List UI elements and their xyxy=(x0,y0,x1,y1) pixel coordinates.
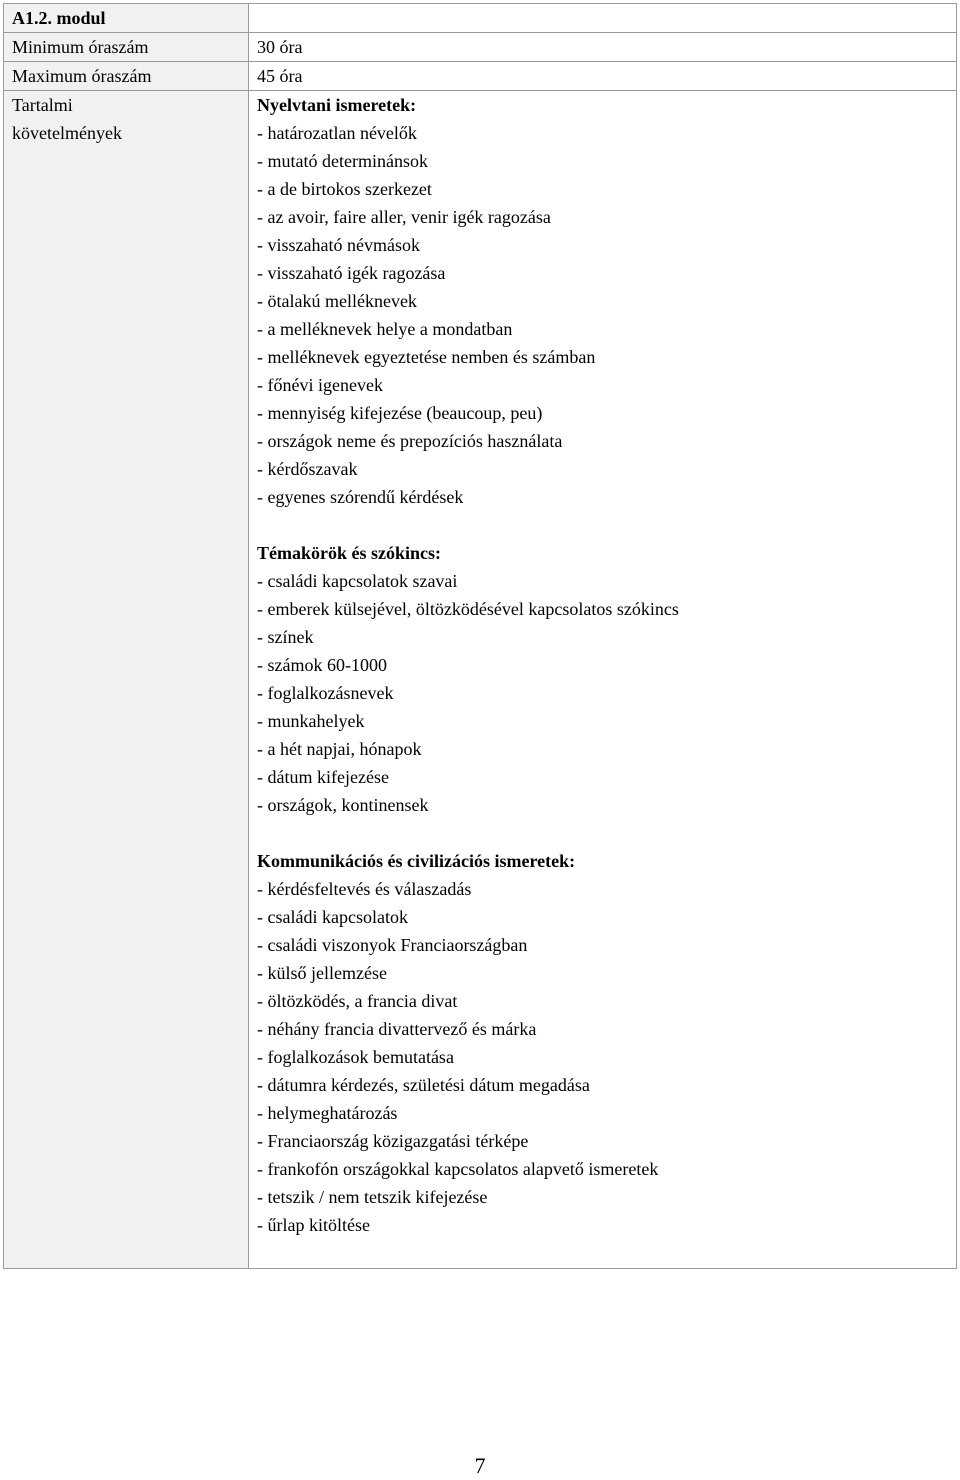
list-item: - frankofón országokkal kapcsolatos alapvető ismeretek xyxy=(257,1159,659,1179)
communication-heading: Kommunikációs és civilizációs ismeretek: xyxy=(257,851,576,871)
topics-heading: Témakörök és szókincs: xyxy=(257,543,441,563)
list-item: - mennyiség kifejezése (beaucoup, peu) xyxy=(257,403,543,423)
section-spacer xyxy=(257,511,956,539)
list-item: - családi kapcsolatok xyxy=(257,907,408,927)
list-item: - mutató determinánsok xyxy=(257,151,428,171)
max-hours-label: Maximum óraszám xyxy=(4,62,249,91)
list-item: - munkahelyek xyxy=(257,711,365,731)
list-item: - ötalakú melléknevek xyxy=(257,291,417,311)
list-item: - öltözködés, a francia divat xyxy=(257,991,458,1011)
list-item: - néhány francia divattervező és márka xyxy=(257,1019,537,1039)
list-item: - kérdésfeltevés és válaszadás xyxy=(257,879,472,899)
list-item: - dátumra kérdezés, születési dátum megadása xyxy=(257,1075,590,1095)
list-item: - Franciaország közigazgatási térképe xyxy=(257,1131,529,1151)
module-title-empty-cell xyxy=(249,4,957,33)
list-item: - családi viszonyok Franciaországban xyxy=(257,935,528,955)
topics-section xyxy=(257,539,956,819)
list-item: - családi kapcsolatok szavai xyxy=(257,571,458,591)
content-requirements-label-line2: követelmények xyxy=(12,123,122,143)
list-item: - a melléknevek helye a mondatban xyxy=(257,319,513,339)
content-requirements-label xyxy=(4,91,249,1269)
list-item: - űrlap kitöltése xyxy=(257,1215,370,1235)
grammar-section xyxy=(257,91,956,511)
section-spacer xyxy=(257,819,956,847)
list-item: - külső jellemzése xyxy=(257,963,387,983)
list-item: - a de birtokos szerkezet xyxy=(257,179,432,199)
list-item: - egyenes szórendű kérdések xyxy=(257,487,464,507)
list-item: - emberek külsejével, öltözködésével kapcsolatos szókincs xyxy=(257,599,679,619)
list-item: - visszaható névmások xyxy=(257,235,420,255)
list-item: - az avoir, faire aller, venir igék ragozása xyxy=(257,207,551,227)
communication-section xyxy=(257,847,956,1239)
max-hours-row xyxy=(4,62,957,91)
list-item: - határozatlan névelők xyxy=(257,123,417,143)
max-hours-value: 45 óra xyxy=(249,62,957,91)
page-number: 7 xyxy=(474,1453,486,1478)
list-item: - foglalkozásnevek xyxy=(257,683,394,703)
list-item: - országok, kontinensek xyxy=(257,795,429,815)
list-item: - színek xyxy=(257,627,314,647)
module-table xyxy=(3,3,957,1269)
list-item: - melléknevek egyeztetése nemben és számban xyxy=(257,347,596,367)
content-requirements-row xyxy=(4,91,957,1269)
list-item: - a hét napjai, hónapok xyxy=(257,739,422,759)
content-requirements-body xyxy=(249,91,957,1269)
list-item: - tetszik / nem tetszik kifejezése xyxy=(257,1187,488,1207)
min-hours-row xyxy=(4,33,957,62)
min-hours-label: Minimum óraszám xyxy=(4,33,249,62)
list-item: - foglalkozások bemutatása xyxy=(257,1047,454,1067)
list-item: - kérdőszavak xyxy=(257,459,358,479)
min-hours-value: 30 óra xyxy=(249,33,957,62)
list-item: - országok neme és prepozíciós használata xyxy=(257,431,563,451)
list-item: - dátum kifejezése xyxy=(257,767,389,787)
list-item: - helymeghatározás xyxy=(257,1103,398,1123)
content-requirements-label-line1: Tartalmi xyxy=(12,95,73,115)
grammar-heading: Nyelvtani ismeretek: xyxy=(257,95,417,115)
list-item: - számok 60-1000 xyxy=(257,655,387,675)
module-title: A1.2. modul xyxy=(4,4,249,33)
module-title-row xyxy=(4,4,957,33)
list-item: - visszaható igék ragozása xyxy=(257,263,446,283)
list-item: - főnévi igenevek xyxy=(257,375,383,395)
